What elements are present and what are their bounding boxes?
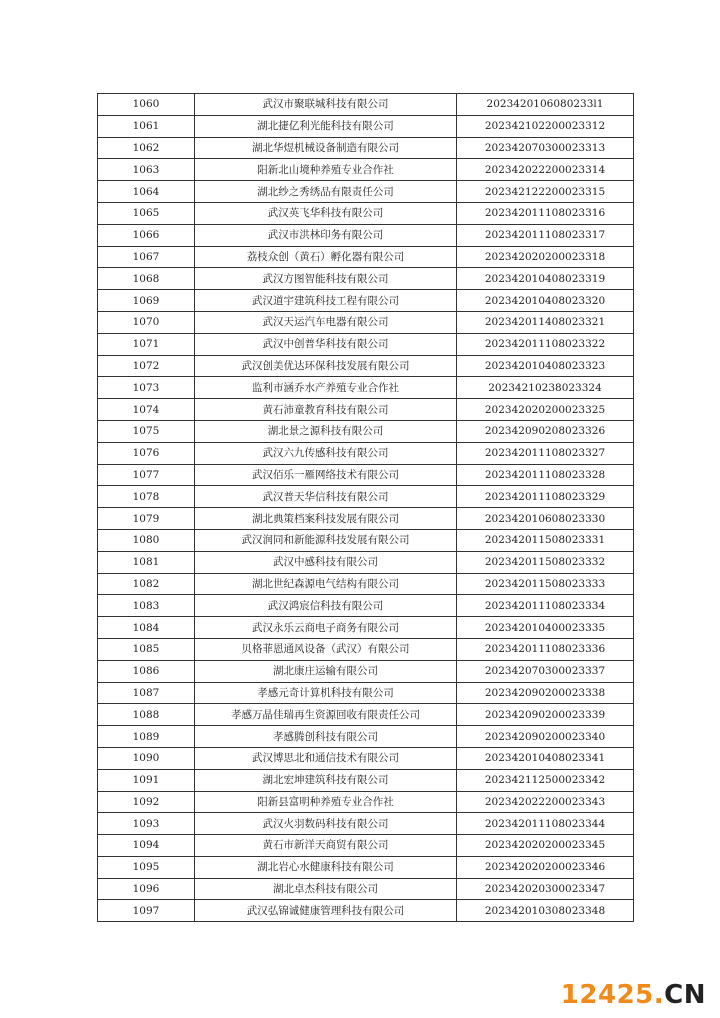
table-row <box>98 333 634 355</box>
row-number: 1063 <box>98 159 195 181</box>
row-number: 1093 <box>98 813 195 835</box>
table-row <box>98 529 634 551</box>
row-number: 1084 <box>98 617 195 639</box>
registration-code: 202342020200023346 <box>457 856 634 878</box>
registration-code: 2023420106080233l1 <box>457 94 634 116</box>
company-name: 孝感万晶佳瑞再生资源回收有限责任公司 <box>195 704 457 726</box>
company-name: 湖北岩心水健康科技有限公司 <box>195 856 457 878</box>
registration-code: 202342011408023321 <box>457 311 634 333</box>
row-number: 1082 <box>98 573 195 595</box>
table-row <box>98 856 634 878</box>
company-name: 武汉中创普华科技有限公司 <box>195 333 457 355</box>
registration-code: 202342010308023348 <box>457 900 634 922</box>
registration-code: 202342112500023342 <box>457 769 634 791</box>
company-name: 武汉天运汽车电器有限公司 <box>195 311 457 333</box>
registration-code: 20234210238023324 <box>457 377 634 399</box>
registration-code: 202342010408023323 <box>457 355 634 377</box>
registration-code: 202342070300023337 <box>457 660 634 682</box>
table-row <box>98 726 634 748</box>
table-row <box>98 290 634 312</box>
company-name: 武汉佰乐一雁网络技术有限公司 <box>195 464 457 486</box>
row-number: 1064 <box>98 181 195 203</box>
table-row <box>98 835 634 857</box>
registration-code: 202342010608023330 <box>457 508 634 530</box>
company-name: 武汉方图智能科技有限公司 <box>195 268 457 290</box>
registration-code: 202342011508023332 <box>457 551 634 573</box>
row-number: 1088 <box>98 704 195 726</box>
table-row <box>98 442 634 464</box>
company-name: 湖北宏坤建筑科技有限公司 <box>195 769 457 791</box>
company-name: 湖北康庄运输有限公司 <box>195 660 457 682</box>
row-number: 1077 <box>98 464 195 486</box>
row-number: 1061 <box>98 115 195 137</box>
row-number: 1078 <box>98 486 195 508</box>
registration-code: 202342011508023331 <box>457 529 634 551</box>
registration-code: 202342122200023315 <box>457 181 634 203</box>
table-row <box>98 137 634 159</box>
table-row <box>98 246 634 268</box>
row-number: 1095 <box>98 856 195 878</box>
table-row <box>98 399 634 421</box>
row-number: 1094 <box>98 835 195 857</box>
row-number: 1076 <box>98 442 195 464</box>
registration-code: 202342020200023318 <box>457 246 634 268</box>
registration-code: 202342011108023334 <box>457 595 634 617</box>
company-name: 湖北世纪森源电气结构有限公司 <box>195 573 457 595</box>
row-number: 1079 <box>98 508 195 530</box>
row-number: 1068 <box>98 268 195 290</box>
registration-code: 202342011108023317 <box>457 224 634 246</box>
registration-code: 202342020200023345 <box>457 835 634 857</box>
row-number: 1069 <box>98 290 195 312</box>
company-name: 武汉市洪林印务有限公司 <box>195 224 457 246</box>
table-row <box>98 769 634 791</box>
row-number: 1086 <box>98 660 195 682</box>
company-name: 武汉博思北和通信技术有限公司 <box>195 747 457 769</box>
table-row <box>98 420 634 442</box>
row-number: 1071 <box>98 333 195 355</box>
company-name: 武汉六九传感科技有限公司 <box>195 442 457 464</box>
company-name: 武汉润同和新能源科技发展有限公司 <box>195 529 457 551</box>
company-name: 武汉鸿宸信科技有限公司 <box>195 595 457 617</box>
registration-code: 202342010400023335 <box>457 617 634 639</box>
registry-table <box>97 93 634 922</box>
registration-code: 202342020200023325 <box>457 399 634 421</box>
registration-code: 202342011508023333 <box>457 573 634 595</box>
company-name: 黄石沛童教育科技有限公司 <box>195 399 457 421</box>
table-row <box>98 508 634 530</box>
registration-code: 202342011108023328 <box>457 464 634 486</box>
registration-code: 202342011108023316 <box>457 202 634 224</box>
company-name: 武汉英飞华科技有限公司 <box>195 202 457 224</box>
row-number: 1072 <box>98 355 195 377</box>
registration-code: 202342022200023314 <box>457 159 634 181</box>
watermark-dot: . <box>653 980 665 1010</box>
table-row <box>98 813 634 835</box>
company-name: 贝格菲恩通风设备（武汉）有限公司 <box>195 638 457 660</box>
table-row <box>98 747 634 769</box>
table-row <box>98 355 634 377</box>
company-name: 湖北典策档案科技发展有限公司 <box>195 508 457 530</box>
table-row <box>98 617 634 639</box>
company-name: 武汉中感科技有限公司 <box>195 551 457 573</box>
table-row <box>98 94 634 116</box>
table-row <box>98 202 634 224</box>
row-number: 1073 <box>98 377 195 399</box>
registration-code: 202342020300023347 <box>457 878 634 900</box>
row-number: 1096 <box>98 878 195 900</box>
row-number: 1081 <box>98 551 195 573</box>
registration-code: 202342090208023326 <box>457 420 634 442</box>
company-name: 监利市涵乔水产养殖专业合作社 <box>195 377 457 399</box>
row-number: 1087 <box>98 682 195 704</box>
table-row <box>98 311 634 333</box>
registration-code: 202342010408023341 <box>457 747 634 769</box>
company-name: 湖北卓杰科技有限公司 <box>195 878 457 900</box>
registration-code: 202342011108023327 <box>457 442 634 464</box>
company-name: 湖北景之源科技有限公司 <box>195 420 457 442</box>
table-row <box>98 486 634 508</box>
registration-code: 202342011108023322 <box>457 333 634 355</box>
table-row <box>98 638 634 660</box>
table-row <box>98 159 634 181</box>
site-watermark-logo <box>561 980 706 1010</box>
table-row <box>98 791 634 813</box>
company-name: 湖北捷亿利光能科技有限公司 <box>195 115 457 137</box>
row-number: 1085 <box>98 638 195 660</box>
registration-code: 202342090200023338 <box>457 682 634 704</box>
row-number: 1089 <box>98 726 195 748</box>
company-name: 黄石市新洋天商贸有限公司 <box>195 835 457 857</box>
row-number: 1060 <box>98 94 195 116</box>
registration-code: 202342090200023339 <box>457 704 634 726</box>
registration-code: 202342011108023329 <box>457 486 634 508</box>
table-row <box>98 181 634 203</box>
row-number: 1090 <box>98 747 195 769</box>
row-number: 1083 <box>98 595 195 617</box>
company-name: 武汉弘锦诚健康管理科技有限公司 <box>195 900 457 922</box>
company-name: 阳新县富明种养殖专业合作社 <box>195 791 457 813</box>
company-name: 武汉普天华信科技有限公司 <box>195 486 457 508</box>
row-number: 1091 <box>98 769 195 791</box>
row-number: 1066 <box>98 224 195 246</box>
table-row <box>98 682 634 704</box>
row-number: 1097 <box>98 900 195 922</box>
registration-code: 202342102200023312 <box>457 115 634 137</box>
company-name: 武汉道宇建筑科技工程有限公司 <box>195 290 457 312</box>
company-name: 阳新北山境种养殖专业合作社 <box>195 159 457 181</box>
table-row <box>98 551 634 573</box>
table-row <box>98 377 634 399</box>
table-row <box>98 878 634 900</box>
row-number: 1092 <box>98 791 195 813</box>
company-name: 武汉市聚联城科技有限公司 <box>195 94 457 116</box>
table-row <box>98 704 634 726</box>
registration-code: 202342010408023320 <box>457 290 634 312</box>
company-name: 孝感元奇计算机科技有限公司 <box>195 682 457 704</box>
registration-code: 202342011108023336 <box>457 638 634 660</box>
table-row <box>98 224 634 246</box>
table-row <box>98 115 634 137</box>
table-row <box>98 464 634 486</box>
table-row <box>98 573 634 595</box>
row-number: 1075 <box>98 420 195 442</box>
company-name: 武汉火羽数码科技有限公司 <box>195 813 457 835</box>
company-name: 荔枝众创（黄石）孵化器有限公司 <box>195 246 457 268</box>
watermark-number: 12425 <box>560 980 654 1010</box>
table-row <box>98 595 634 617</box>
company-name: 孝感腾创科技有限公司 <box>195 726 457 748</box>
table-row <box>98 660 634 682</box>
row-number: 1080 <box>98 529 195 551</box>
registration-code: 202342070300023313 <box>457 137 634 159</box>
company-name: 武汉永乐云商电子商务有限公司 <box>195 617 457 639</box>
registration-code: 202342011108023344 <box>457 813 634 835</box>
registration-code: 202342022200023343 <box>457 791 634 813</box>
registry-table-body <box>98 94 634 922</box>
registry-table-container <box>97 93 630 922</box>
row-number: 1074 <box>98 399 195 421</box>
company-name: 湖北华煜机械设备制造有限公司 <box>195 137 457 159</box>
watermark-suffix: CN <box>664 980 706 1010</box>
registration-code: 202342090200023340 <box>457 726 634 748</box>
row-number: 1067 <box>98 246 195 268</box>
table-row <box>98 900 634 922</box>
registration-code: 202342010408023319 <box>457 268 634 290</box>
table-row <box>98 268 634 290</box>
row-number: 1065 <box>98 202 195 224</box>
company-name: 湖北纱之秀绣品有限责任公司 <box>195 181 457 203</box>
company-name: 武汉创美优达环保科技发展有限公司 <box>195 355 457 377</box>
row-number: 1070 <box>98 311 195 333</box>
row-number: 1062 <box>98 137 195 159</box>
